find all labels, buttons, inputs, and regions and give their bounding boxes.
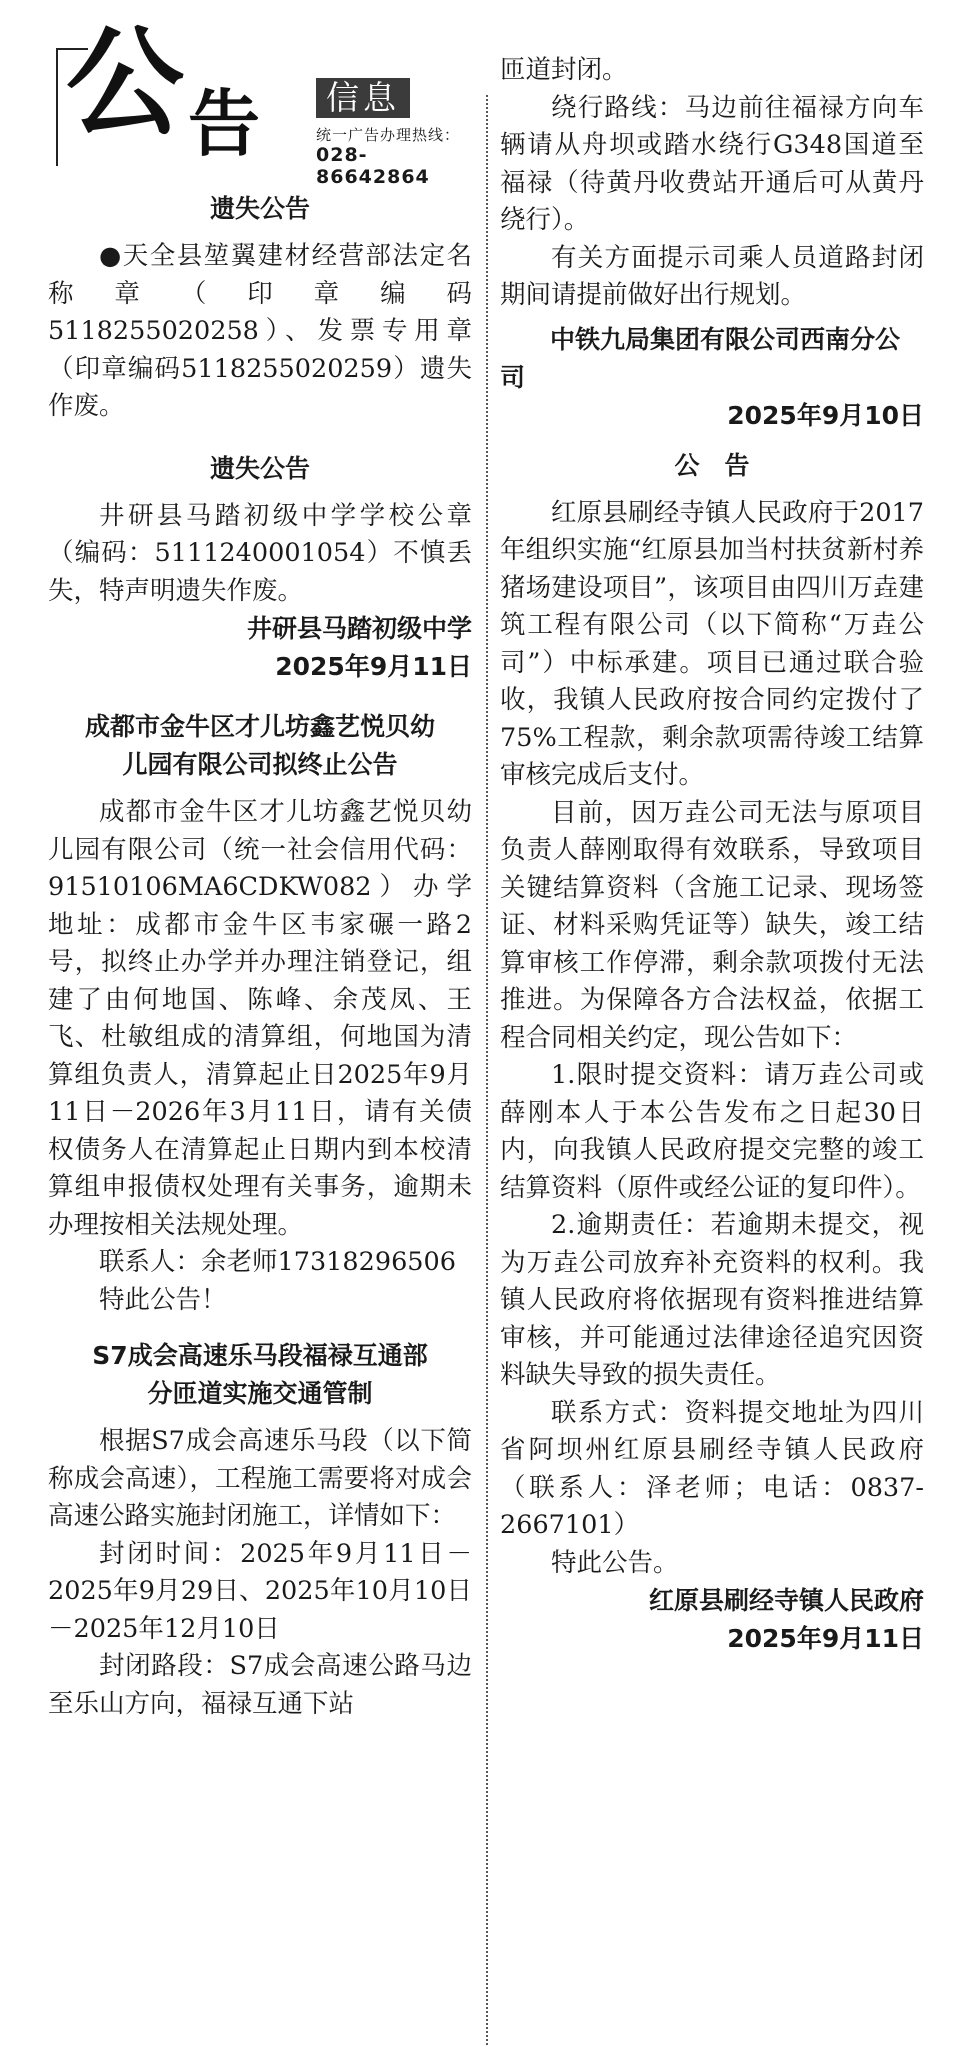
masthead: [48, 14, 478, 188]
notice-lost-seal-2: [48, 450, 472, 687]
notice-closing: 特此公告！: [99, 1284, 227, 1315]
notice-title: 遗失公告: [209, 453, 310, 483]
notice-paragraph: 封闭路段：S7成会高速公路马边至乐山方向，福禄互通下站: [48, 1651, 472, 1719]
notice-paragraph: 目前，因万垚公司无法与原项目负责人薛刚取得有效联系，导致项目关键结算资料（含施工记录、现场签证、材料采购凭证等）缺失，竣工结算审核工作停滞，剩余款项拨付无法推进。为保障各方合法权益，依据工程合同相关约定，现公告如下：: [500, 797, 924, 1053]
notice-date: 2025年9月10日: [727, 400, 924, 430]
notice-title-line1: S7成会高速乐马段福禄互通部: [92, 1341, 428, 1370]
column-divider: [486, 95, 488, 2045]
hotline-label: 统一广告办理热线：: [316, 126, 461, 144]
notice-traffic-control: [48, 1337, 472, 1723]
notice-paragraph: 有关方面提示司乘人员道路封闭期间请提前做好出行规划。: [500, 242, 924, 310]
left-column: [48, 190, 472, 1723]
right-column: [500, 52, 924, 1658]
notice-date: 2025年9月11日: [275, 652, 472, 681]
notice-signature: 井研县马踏初级中学: [246, 614, 472, 643]
notice-paragraph: 联系方式：资料提交地址为四川省阿坝州红原县刷经寺镇人民政府（联系人：泽老师；电话：0837-2667101）: [500, 1397, 924, 1540]
notice-body: 井研县马踏初级中学学校公章（编码：5111240001054）不慎丢失，特声明遗失作废。: [48, 500, 472, 606]
notice-closing: 特此公告。: [551, 1547, 679, 1578]
notice-title-line1: 成都市金牛区才儿坊鑫艺悦贝幼: [84, 712, 435, 741]
notice-title: 遗失公告: [209, 194, 310, 223]
notice-contact: 联系人：余老师17318296506: [99, 1247, 456, 1277]
notice-paragraph: 绕行路线：马边前往福禄方向车辆请从舟坝或踏水绕行G348国道至福禄（待黄丹收费站开通后可从黄丹绕行）。: [500, 92, 924, 235]
notice-lost-seal-1: [48, 190, 472, 426]
notice-paragraph: 2.逾期责任：若逾期未提交，视为万垚公司放弃补充资料的权利。我镇人民政府将依据现有资料推进结算审核，并可能通过法律途径追究因资料缺失导致的损失责任。: [500, 1210, 924, 1390]
notice-paragraph: 1.限时提交资料：请万垚公司或薛刚本人于本公告发布之日起30日内，向我镇人民政府提交完整的竣工结算资料（原件或经公证的复印件）。: [500, 1060, 924, 1203]
notice-date: 2025年9月11日: [727, 1624, 924, 1653]
notice-signature: 红原县刷经寺镇人民政府: [648, 1586, 924, 1615]
notice-signature: 中铁九局集团有限公司西南分公司: [500, 324, 901, 392]
notice-paragraph: 根据S7成会高速乐马段（以下简称成会高速），工程施工需要将对成会高速公路实施封闭施工，详情如下：: [48, 1426, 472, 1531]
notice-body: 成都市金牛区才儿坊鑫艺悦贝幼儿园有限公司（统一社会信用代码：91510106MA6CDKW082）办学地址：成都市金牛区韦家碾一路2号，拟终止办学并办理注销登记，组建了由何地国、陈峰、余茂凤、王飞、杜敏组成的清算组，何地国为清算组负责人，清算起止日2025年9月11日－2026年3月11日，请有关债权债务人在清算起止日期内到本校清算组申报债权处理有关事务，逾期未办理按相关法规处理。: [48, 797, 472, 1240]
notice-body: ●天全县堃翼建材经营部法定名称章（印章编码5118255020258）、发票专用章（印章编码5118255020259）遗失作废。: [48, 241, 472, 421]
hotline-number: 028-86642864: [316, 144, 430, 188]
masthead-char-gao: 告: [188, 82, 261, 166]
notice-title-line2: 分匝道实施交通管制: [147, 1379, 373, 1408]
notice-settlement: [500, 447, 924, 1659]
notice-paragraph: 封闭时间：2025年9月11日－2025年9月29日、2025年10月10日－2025年12月10日: [48, 1538, 472, 1644]
notice-paragraph-continued: 匝道封闭。: [500, 55, 628, 85]
notice-kindergarten-termination: [48, 708, 472, 1319]
masthead-tag: 信息: [316, 78, 410, 118]
notice-title-line2: 儿园有限公司拟终止公告: [122, 750, 398, 779]
notice-title: 公 告: [674, 450, 750, 480]
masthead-char-gong: 公: [66, 14, 185, 152]
notice-paragraph: 红原县刷经寺镇人民政府于2017年组织实施“红原县加当村扶贫新村养猪场建设项目”，该项目由四川万垚建筑工程有限公司（以下简称“万垚公司”）中标承建。项目已通过联合验收，我镇人民政府按合同约定拨付了75%工程款，剩余款项需待竣工结算审核完成后支付。: [500, 497, 924, 790]
